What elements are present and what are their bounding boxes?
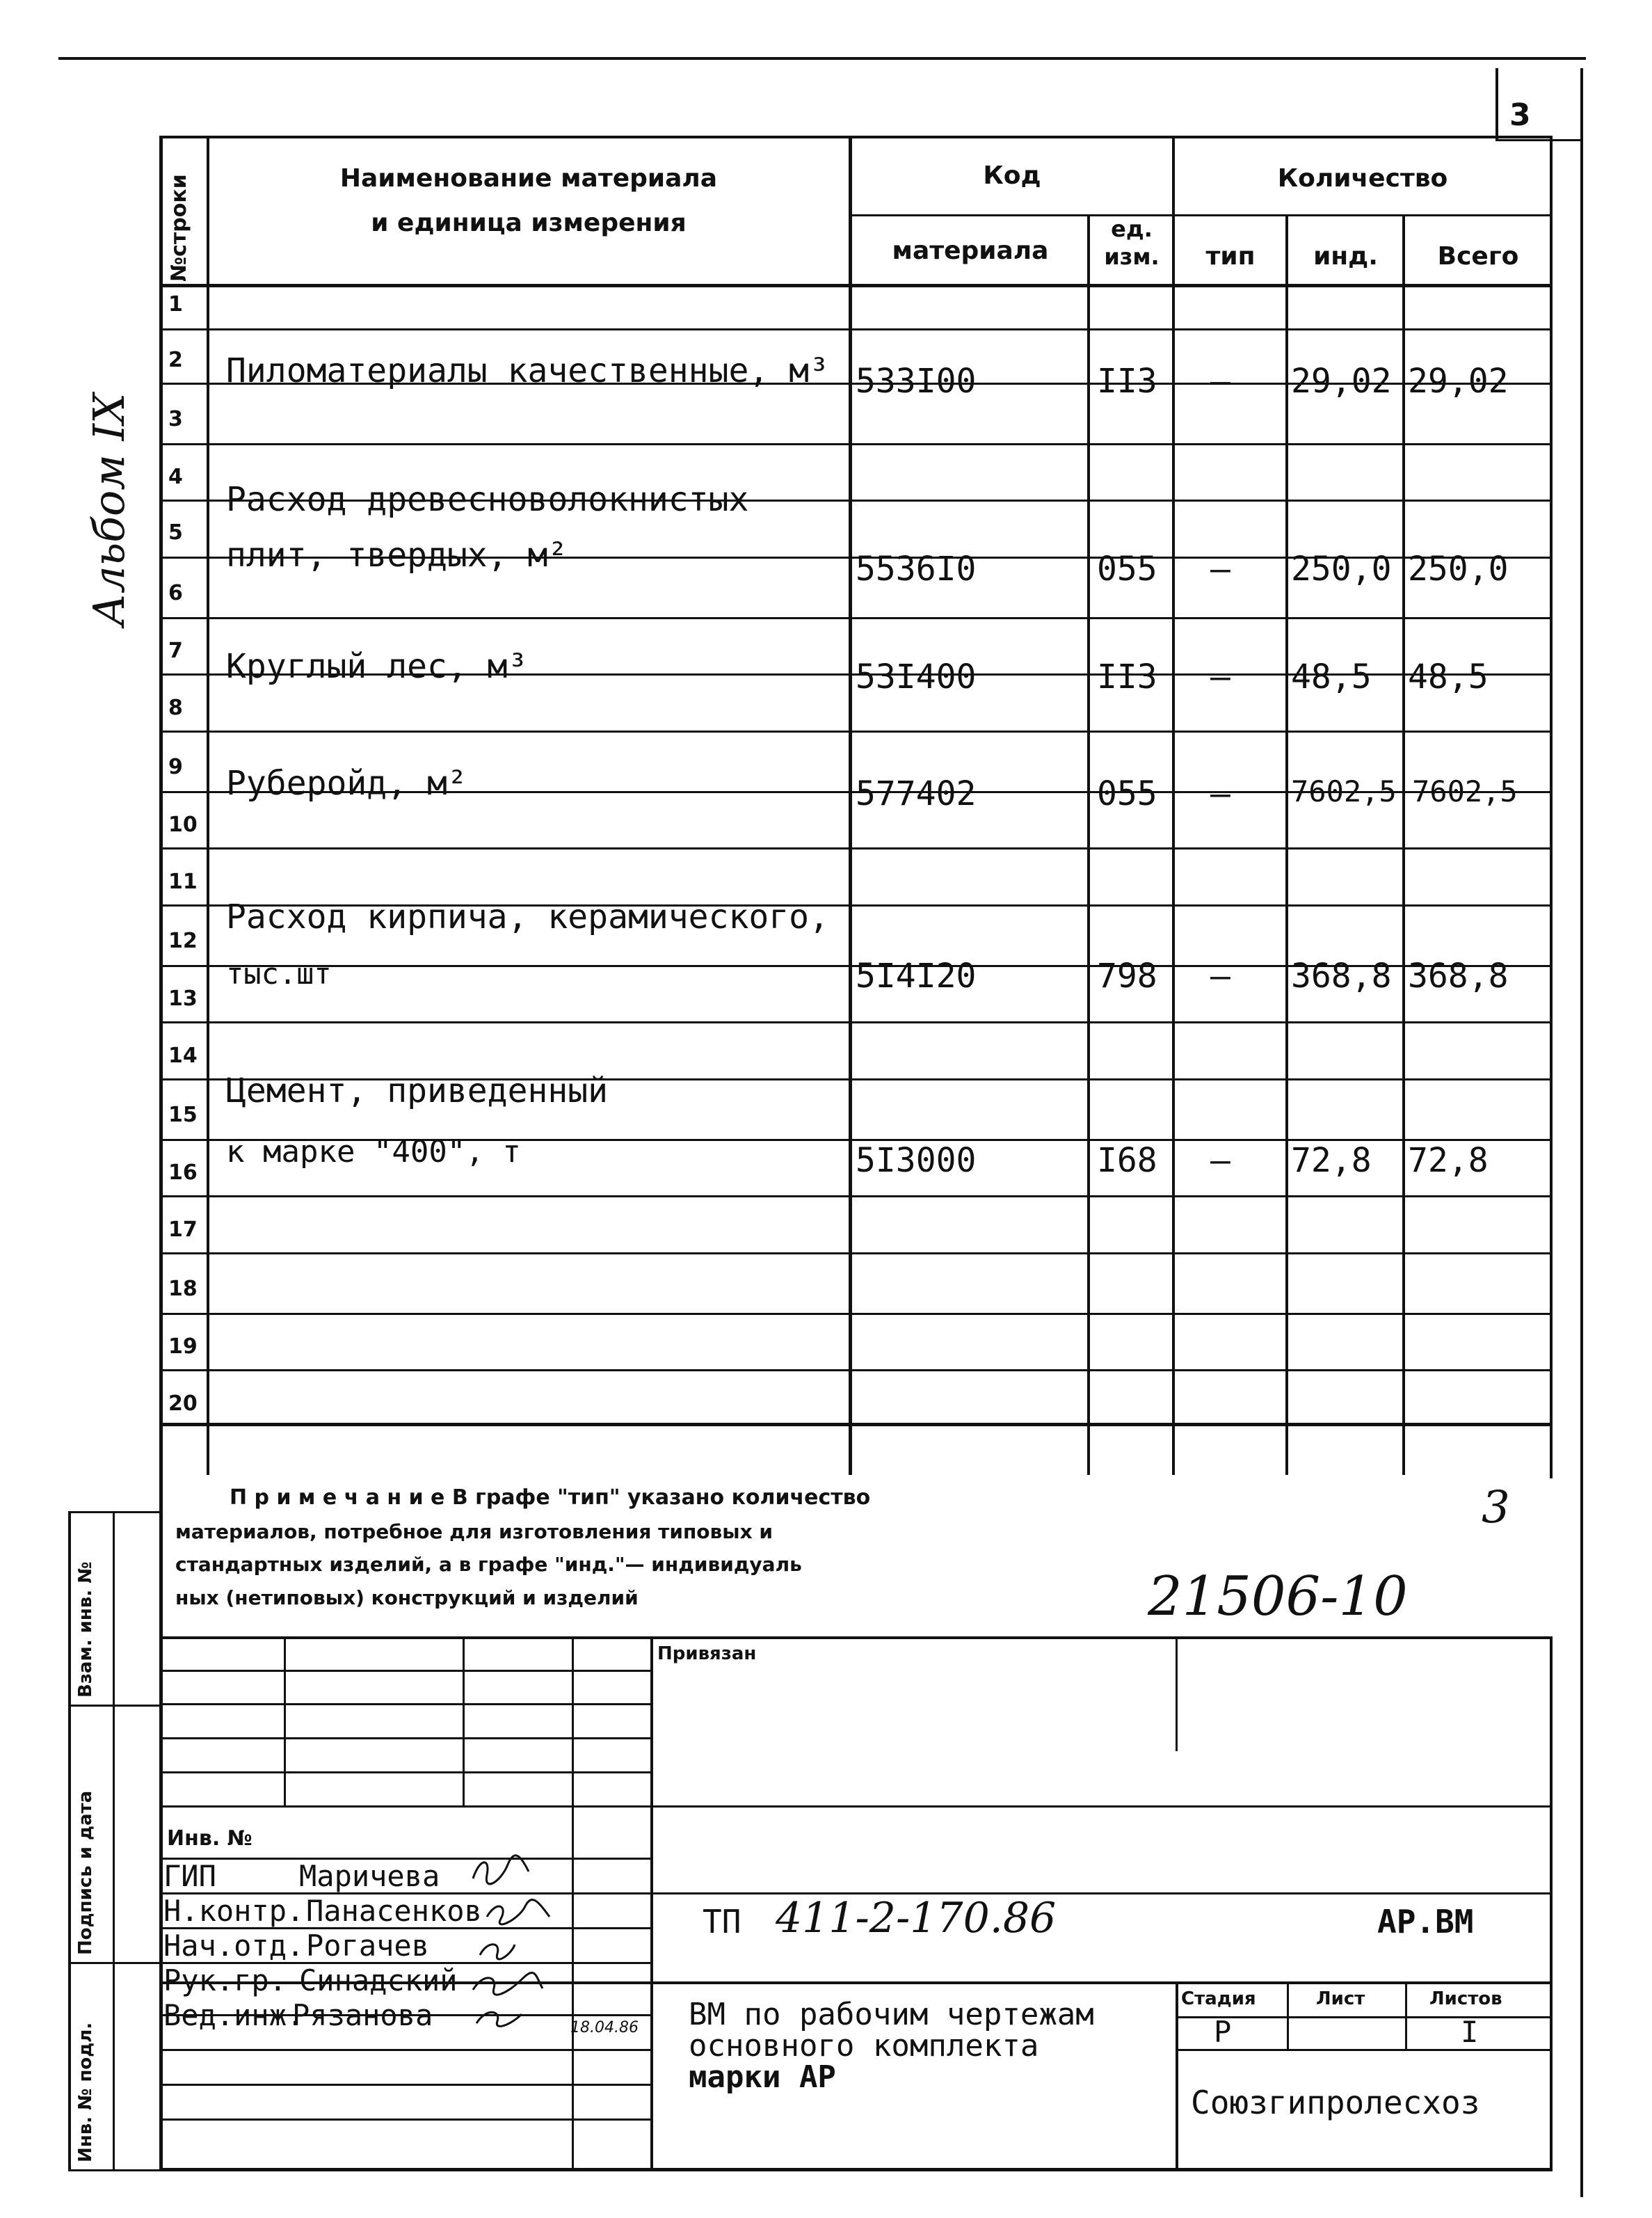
col-line-row-no	[207, 136, 209, 1475]
tb-vline	[1176, 1636, 1178, 1751]
note-line-4: ных (нетиповых) конструкций и изделий	[175, 1586, 639, 1609]
tb-hline	[159, 1703, 653, 1705]
material-name: Расход кирпича, керамического,	[226, 897, 829, 936]
material-name: Расход древесноволокнистых	[226, 480, 749, 519]
stage-label: Стадия	[1181, 1988, 1256, 2009]
col-line-ind	[1402, 214, 1405, 1475]
material-code: 5I3000	[856, 1141, 977, 1180]
material-code: 53I400	[856, 657, 977, 696]
row-number: 20	[168, 1391, 198, 1416]
sheet-mark: 3	[1482, 1482, 1510, 1533]
row-number: 4	[168, 465, 183, 489]
header-qty-ind: инд.	[1313, 242, 1378, 271]
qty-type: –	[1210, 957, 1230, 996]
staff-role: Нач.отд.	[163, 1929, 305, 1963]
note-line-1: П р и м е ч а н и е В графе "тип" указано количество	[230, 1485, 871, 1510]
row-number: 10	[168, 813, 198, 837]
side-label-vzam: Взам. инв. №	[75, 1561, 96, 1698]
tb-vline	[1176, 1981, 1178, 2169]
row-line	[159, 443, 1553, 445]
qty-ind: 250,0	[1291, 550, 1392, 589]
header-row-no: №строки	[167, 174, 191, 282]
side-line	[68, 1511, 162, 1513]
material-name: плит, твердых, м²	[226, 536, 568, 575]
side-col-left	[68, 1511, 71, 2171]
row-number: 13	[168, 987, 198, 1011]
unit-code: 798	[1097, 957, 1157, 996]
album-label: Альбом IX	[83, 392, 134, 626]
row-number: 3	[168, 407, 183, 431]
tb-vline	[1287, 1981, 1289, 2049]
tb-hline	[159, 2119, 653, 2121]
header-split-line	[849, 214, 1553, 216]
qty-total: 7602,5	[1412, 774, 1518, 808]
side-line	[68, 2169, 162, 2171]
material-name: к марке "400", т	[226, 1134, 521, 1170]
row-line	[159, 847, 1553, 849]
tied-label: Привязан	[657, 1643, 757, 1664]
material-name: Пиломатериалы качественные, м³	[226, 351, 829, 390]
qty-total: 29,02	[1408, 362, 1509, 401]
qty-type: –	[1210, 774, 1230, 813]
col-line-name	[849, 136, 852, 1475]
tp-label: ТП	[703, 1903, 741, 1940]
staff-role: Рук.гр.	[163, 1963, 287, 1997]
col-line-type	[1285, 214, 1288, 1475]
qty-total: 72,8	[1408, 1141, 1489, 1180]
tb-bottom-border	[159, 2168, 1553, 2171]
tb-right-border	[1550, 1636, 1553, 2171]
material-code: 5I4I20	[856, 957, 977, 996]
qty-type: –	[1210, 362, 1230, 401]
tp-number: 411-2-170.86	[776, 1894, 1057, 1942]
row-line	[159, 1252, 1553, 1254]
sheet-label: Лист	[1316, 1988, 1365, 2009]
note-line-3: стандартных изделий, а в графе "инд."— индивидуаль	[175, 1553, 802, 1576]
side-line	[68, 1705, 162, 1707]
note-right-border	[1550, 1423, 1553, 1478]
row-number: 19	[168, 1334, 198, 1359]
tb-vline	[1405, 1981, 1407, 2049]
tb-hline	[1176, 2049, 1551, 2051]
top-border-line	[58, 57, 1586, 60]
side-label-podpis: Подпись и дата	[75, 1790, 96, 1955]
staff-name: Панасенков	[306, 1894, 482, 1928]
sheets-value: I	[1461, 2015, 1479, 2049]
staff-name: Синадский	[299, 1963, 458, 1997]
qty-ind: 29,02	[1291, 362, 1392, 401]
material-code: 533I00	[856, 362, 977, 401]
unit-code: I68	[1097, 1141, 1157, 1180]
side-col-mid	[113, 1511, 115, 2171]
staff-name: Маричева	[299, 1859, 440, 1893]
row-line	[159, 328, 1553, 330]
row-number: 14	[168, 1044, 198, 1068]
page-number-box-bottom	[1495, 139, 1583, 141]
material-name: тыс.шт	[226, 957, 332, 991]
material-name: Круглый лес, м³	[226, 647, 528, 686]
header-name-line2: и единица измерения	[371, 209, 687, 237]
unit-code: 055	[1097, 550, 1157, 589]
header-qty-type: тип	[1205, 242, 1256, 271]
tb-hline	[159, 2084, 653, 2086]
row-number: 8	[168, 696, 183, 720]
row-line	[159, 1369, 1553, 1371]
qty-total: 48,5	[1408, 657, 1489, 696]
signature-scribbles	[459, 1851, 654, 2032]
header-name-line1: Наименование материала	[339, 164, 718, 193]
description-line-3: марки АР	[689, 2059, 836, 2095]
qty-type: –	[1210, 550, 1230, 589]
row-line	[159, 617, 1553, 619]
tb-top-line	[159, 1636, 1553, 1639]
qty-ind: 368,8	[1291, 957, 1392, 996]
staff-role: Вед.инж.	[163, 1998, 305, 2032]
row-number: 6	[168, 581, 183, 605]
table-left-border	[159, 136, 163, 2171]
staff-role: Н.контр.	[163, 1894, 305, 1928]
row-line	[159, 1313, 1553, 1315]
row-number: 15	[168, 1103, 198, 1127]
tb-hline	[159, 2049, 653, 2051]
row-line	[159, 1195, 1553, 1197]
staff-name: Рязанова	[292, 1998, 433, 2032]
unit-code: 055	[1097, 774, 1157, 813]
document-mark: АР.ВМ	[1377, 1903, 1474, 1940]
unit-code: II3	[1097, 362, 1157, 401]
header-code: Код	[983, 161, 1041, 190]
side-label-inv-podl: Инв. № подл.	[75, 2022, 96, 2162]
tb-vline	[463, 1636, 465, 1807]
description-line-2: основного комплекта	[689, 2028, 1039, 2064]
material-name: Цемент, приведенный	[226, 1071, 609, 1110]
table-top-border	[159, 136, 1553, 138]
page-number-box-left	[1495, 68, 1498, 141]
inv-number-label: Инв. №	[167, 1826, 252, 1851]
row-number: 11	[168, 870, 198, 894]
row-line	[159, 1021, 1553, 1023]
row-number: 9	[168, 755, 183, 779]
qty-ind: 48,5	[1291, 657, 1372, 696]
description-line-1: ВМ по рабочим чертежам	[689, 1997, 1094, 2032]
row-number: 1	[168, 292, 183, 317]
sheets-label: Листов	[1429, 1988, 1502, 2009]
qty-total: 368,8	[1408, 957, 1509, 996]
tb-hline	[159, 1670, 653, 1672]
staff-name: Рогачев	[306, 1929, 430, 1963]
header-qty-total: Всего	[1437, 242, 1519, 271]
signature-date: 18.04.86	[570, 2019, 639, 2036]
row-number: 16	[168, 1160, 198, 1185]
qty-type: –	[1210, 657, 1230, 696]
qty-type: –	[1210, 1141, 1230, 1180]
organization-name: Союзгипролесхоз	[1191, 2084, 1480, 2121]
row-number: 18	[168, 1277, 198, 1301]
header-code-unit-2: изм.	[1104, 244, 1160, 270]
qty-ind: 72,8	[1291, 1141, 1372, 1180]
stage-value: Р	[1214, 2015, 1232, 2049]
table-right-border	[1550, 136, 1553, 1478]
row-number: 12	[168, 929, 198, 953]
row-number: 5	[168, 520, 183, 545]
header-code-unit-1: ед.	[1111, 216, 1153, 242]
right-border-line	[1580, 68, 1583, 2197]
staff-role: ГИП	[163, 1859, 216, 1893]
header-code-material: материала	[892, 237, 1049, 265]
unit-code: II3	[1097, 657, 1157, 696]
table-bottom-border	[159, 1423, 1553, 1426]
header-bottom-line	[159, 284, 1553, 287]
header-quantity: Количество	[1277, 164, 1448, 193]
tb-hline	[159, 1737, 653, 1739]
tb-vline	[284, 1636, 286, 1807]
qty-ind: 7602,5	[1291, 774, 1397, 808]
qty-total: 250,0	[1408, 550, 1509, 589]
tb-hline	[159, 1771, 653, 1773]
side-line	[68, 1962, 162, 1964]
material-code: 5536I0	[856, 550, 977, 589]
page-number: 3	[1509, 97, 1531, 133]
row-line	[159, 731, 1553, 733]
tb-hline	[1176, 2016, 1551, 2018]
note-line-2: материалов, потребное для изготовления типовых и	[175, 1520, 773, 1543]
material-name: Руберойд, м²	[226, 764, 467, 803]
col-line-code	[1087, 214, 1090, 1475]
row-number: 2	[168, 348, 183, 372]
row-number: 17	[168, 1218, 198, 1242]
tb-hline	[159, 1805, 1553, 1808]
row-number: 7	[168, 639, 183, 663]
document-number: 21506-10	[1148, 1565, 1408, 1628]
material-code: 577402	[856, 774, 977, 813]
col-line-unit	[1172, 136, 1175, 1475]
